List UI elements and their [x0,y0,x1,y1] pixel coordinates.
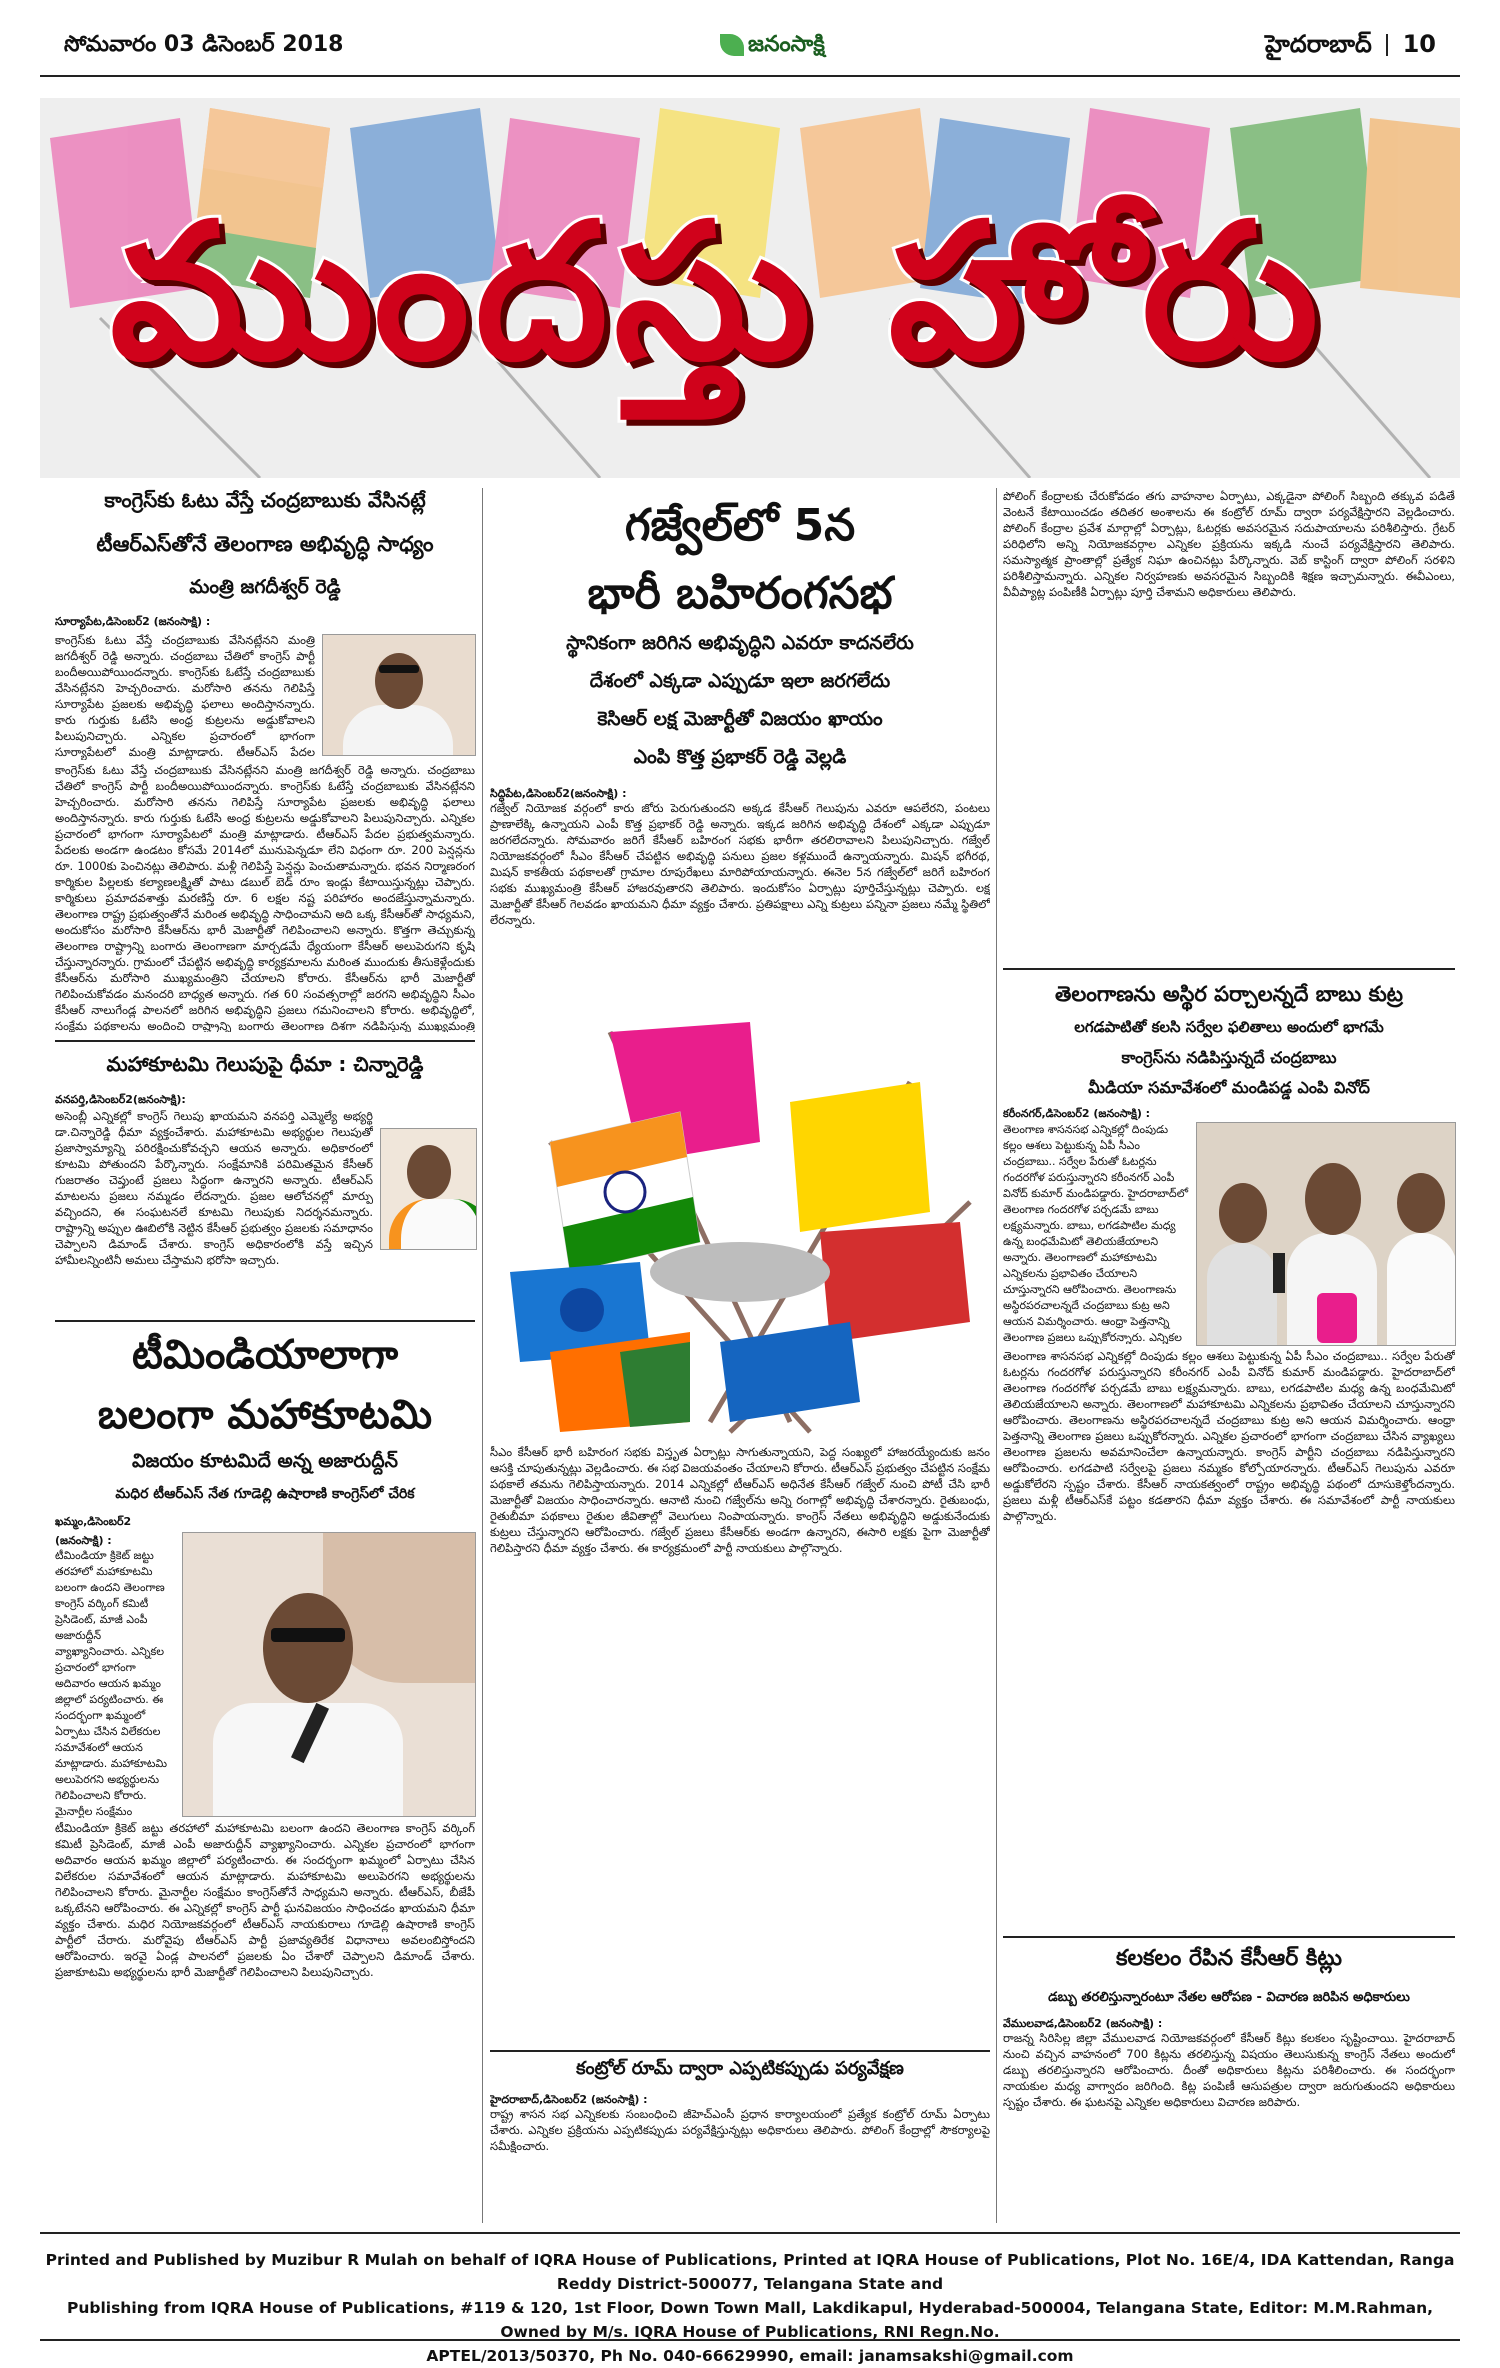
article5-sub-body: రాజన్న సిరిసిల్ల జిల్లా వేములవాడ నియోజకవర్గంలో కేసీఆర్ కిట్లు కలకలం సృష్టించాయి. హైదరాబాద్ నుంచి వచ్చిన వాహనంలో 700 కిట్లను తరలిస్తున్న విషయం తెలుసుకున్న కాంగ్రెస్ నేతలు అందులో డబ్బు తరలిస్తున్నారని ఆరోపించారు. దీంతో అధికారులు కిట్లను పరిశీలించారు. ఈ సందర్భంగా నాయకుల మధ్య వాగ్వాదం జరిగింది. కిట్ల పంపిణీ ఆసుపత్రుల ద్వారా జరుగుతుందని అధికారులు స్పష్టం చేశారు. ఈ ఘటనపై ఎన్నికల అధికారులు విచారణ జరిపారు. [1003,2031,1455,2109]
article2-title: మహాకూటమి గెలుపుపై ధీమా : చిన్నారెడ్డి [106,1052,424,1076]
article3-title-line2: బలంగా మహాకూటమి [97,1392,433,1438]
article1-kicker: కాంగ్రెస్‌కు ఓటు వేస్తే చంద్రబాబుకు వేసినట్లే [104,488,426,512]
article5-sub-deck: డబ్బు తరలిస్తున్నారంటూ నేతల ఆరోపణ - విచారణ జరిపిన అధికారులు [1048,1990,1410,2005]
article1-body-top: కాంగ్రెస్‌కు ఓటు వేస్తే చంద్రబాబుకు వేసినట్లేనని మంత్రి జగదీశ్వర్ రెడ్డి అన్నారు. చంద్రబాబు చేతిలో కాంగ్రెస్ పార్టీ బందీఅయిపోయిందన్నారు. కాంగ్రెస్‌కు ఓటేస్తే చంద్రబాబుకు వేసినట్లేనని హెచ్చరించారు. మరోసారి తనను గెలిపిస్తే సూర్యాపేట ప్రజలకు అభివృద్ధి ఫలాలు అందిస్తానన్నారు. కారు గుర్తుకు ఓటేసి అంధ్ర కుట్రలను అడ్డుకోవాలని పిలుపునిచ్చారు. ఎన్నికల ప్రచారంలో భాగంగా సూర్యాపేటలో మంత్రి మాట్లాడారు. టీఆర్‌ఎస్ పేదల [55,633,315,759]
article1-title: టీఆర్‌ఎస్‌తోనే తెలంగాణ అభివృద్ధి సాధ్యం [96,532,434,556]
article4-body: గజ్వేల్ నియోజక వర్గంలో కారు జోరు పెరుగుతుందని అక్కడ కేసీఆర్ గెలుపును ఎవరూ ఆపలేరని, పంటలు ప్రాణాలేక్కి ఉన్నాయని ఎంపీ కొత్త ప్రభాకర్ రెడ్డి అన్నారు. ఇక్కడ జరిగిన అభివృద్ధి దేశంలో ఎక్కడా ఎప్పుడూ జరగలేదన్నారు. సోమవారం జరిగే కేసీఆర్ బహిరంగ సభకు భారీగా తరలిరావాలని పిలుపునిచ్చారు. గజ్వేల్ నియోజకవర్గంలో సీఎం కేసీఆర్ చేపట్టిన అభివృద్ధి పనులు ప్రజల కళ్లముందే ఉన్నాయన్నారు. మిషన్ భగీరథ, మిషన్ కాకతీయ పథకాలతో గ్రామాల రూపురేఖలు మారిపోయాయన్నారు. ఈనెల 5న గజ్వేల్‌లో జరిగే బహిరంగ సభకు ముఖ్యమంత్రి కేసీఆర్ హాజరవుతారని తెలిపారు. ఇందుకోసం ఏర్పాట్లు పూర్తిచేస్తున్నట్లు చెప్పారు. లక్ష మెజార్టీతో కేసీఆర్ గెలవడం ఖాయమని ధీమా వ్యక్తం చేశారు. ప్రతిపక్షాలు ఎన్ని కుట్రలు పన్నినా ప్రజలు నమ్మే స్థితిలో లేరన్నారు. [490,801,990,927]
article2-dateline: వనపర్తి,డిసెంబర్2(జనంసాక్షి): [55,1093,186,1106]
city-name: హైదరాబాద్ [1264,30,1372,58]
article4-title-line1: గజ్వేల్‌లో 5న [624,500,856,551]
article5-deck3: మీడియా సమావేశంలో మండిపడ్డ ఎంపి వినోద్ [1088,1078,1370,1097]
article4-sub-title: కంట్రోల్ రూమ్ ద్వారా ఎప్పటికప్పుడు పర్యవేక్షణ [576,2058,904,2079]
party-flags-illustration [490,1022,990,1442]
azharuddin-photo [182,1532,476,1817]
article3-subtitle: విజయం కూటమిదే అన్న అజారుద్దీన్ [132,1450,398,1472]
article4-deck4: ఎంపి కొత్త ప్రభాకర్ రెడ్డి వెల్లడి [633,746,847,768]
imprint-line2: Publishing from IQRA House of Publications, #119 & 120, 1st Floor, Down Town Mall, Lakdikapul, Hyderabad-500004, Telangana State, Editor: M.M.Rahman, Owned by M/s. IQRA House of Publications, RNI Regn.No. [66,2299,1434,2341]
article5-title: తెలంగాణను అస్థిర పర్చాలన్నదే బాబు కుట్ర [1054,982,1404,1006]
banner-headline: ముందస్తు హోరు [110,183,1325,402]
article5-deck1: లగడపాటితో కలసి సర్వేల ఫలితాలు అందులో భాగమే [1074,1018,1384,1036]
article5-sub-dateline: వేములవాడ,డిసెంబర్2 (జనంసాక్షి) : [1003,2017,1163,2030]
minister-photo [322,634,476,756]
leaf-icon [720,34,744,56]
article4-body2: సీఎం కేసీఆర్ భారీ బహిరంగ సభకు విస్తృత ఏర్పాట్లు సాగుతున్నాయని, పెద్ద సంఖ్యలో హాజరయ్యేందుకు జనం ఆసక్తి చూపుతున్నట్లు వెల్లడించారు. ఈ సభ విజయవంతం చేయాలని కోరారు. టీఆర్‌ఎస్ ప్రభుత్వం చేపట్టిన సంక్షేమ పథకాలే తమను గెలిపిస్తాయన్నారు. 2014 ఎన్నికల్లో టీఆర్‌ఎస్ అధినేత కేసీఆర్ గజ్వేల్ నుంచి పోటీ చేసి భారీ మెజార్టీతో విజయం సాధించారన్నారు. ఆనాటి నుంచి గజ్వేల్‌ను అన్ని రంగాల్లో అభివృద్ధి చేశారన్నారు. రైతుబంధు, రైతుబీమా పథకాలు రైతుల జీవితాల్లో వెలుగులు నింపాయన్నారు. కాంగ్రెస్ నేతలు అభివృద్ధిని అడ్డుకునేందుకు కుట్రలు చేస్తున్నారని ఆరోపించారు. గజ్వేల్ ప్రజలు కేసీఆర్‌కు అండగా ఉన్నారని, ఈసారి లక్షకు పైగా మెజార్టీతో గెలిపిస్తారని ధీమా వ్యక్తం చేశారు. ఈ కార్యక్రమంలో పార్టీ నాయకులు పాల్గొన్నారు. [490,1445,990,1555]
article4-sub-dateline: హైదరాబాద్,డిసెంబర్2 (జనంసాక్షి) : [490,2093,648,2106]
article1-byline: మంత్రి జగదీశ్వర్ రెడ్డి [189,576,341,598]
article5-body-side: తెలంగాణ శాసనసభ ఎన్నికల్లో దింపుడు కల్లం ఆశలు పెట్టుకున్న ఏపీ సీఎం చంద్రబాబు.. సర్వేల పేరుతో ఓటర్లను గందరగోళ పరుస్తున్నారని కరీంనగర్ ఎంపీ వినోద్ కుమార్ మండిపడ్డారు. హైదరాబాద్‌లో తెలంగాణ గందరగోళ పర్చడమే బాబు లక్ష్యమన్నారు. బాబు, లగడపాటిల మధ్య ఉన్న బంధమేమిటో తెలియజేయాలని అన్నారు. తెలంగాణలో మహాకూటమి ఎన్నికలను ప్రభావితం చేయాలని చూస్తున్నారని ఆరోపించారు. తెలంగాణను అస్థిరపరచాలన్నదే చంద్రబాబు కుట్ర అని ఆయన విమర్శించారు. ఆంధ్రా పెత్తనాన్ని తెలంగాణ ప్రజలు ఒప్పుకోరన్నారు. ఎన్నికల [1003,1123,1189,1344]
logo-text: జనంసాక్షి [748,32,825,57]
chinnareddy-photo [380,1128,477,1250]
article4-deck2: దేశంలో ఎక్కడా ఎప్పుడూ ఇలా జరగలేదు [589,670,891,692]
vinod-press-photo [1196,1122,1456,1346]
article5-continued: పోలింగ్ కేంద్రాలకు చేరుకోవడం తగు వాహనాల ఏర్పాటు, ఎక్కడైనా పోలింగ్ సిబ్బంది తక్కువ పడితే వెంటనే కేటాయించడం తదితర అంశాలను ఈ కంట్రోల్ రూమ్ ద్వారా పర్యవేక్షిస్తారని వెల్లడించారు. పోలింగ్ కేంద్రాల ప్రవేశ మార్గాల్లో ఏర్పాట్లు, ఓటర్లకు అవసరమైన సదుపాయాలను పరిశీలిస్తారు. గ్రేటర్ పరిధిలోని అన్ని నియోజకవర్గాల ఎన్నికల ప్రక్రియను ఇక్కడి నుంచే పర్యవేక్షిస్తారని తెలిపారు. సమస్యాత్మక ప్రాంతాల్లో ప్రత్యేక నిఘా ఉంచినట్లు పేర్కొన్నారు. వెబ్ కాస్టింగ్ ద్వారా పోలింగ్ సరళిని పరిశీలిస్తామన్నారు. ఎన్నికల నిర్వహణకు అవసరమైన సిబ్బందికి శిక్షణ ఇచ్చామన్నారు. ఈవీఎంలు, వీవీప్యాట్ల పంపిణీకి ఏర్పాట్లు పూర్తి చేశామని అధికారులు తెలిపారు. [1003,489,1455,599]
article4-deck3: కెసిఆర్ లక్ష మెజార్టీతో విజయం ఖాయం [597,708,883,730]
article2-body: అసెంబ్లీ ఎన్నికల్లో కాంగ్రెస్ గెలుపు ఖాయమని వనపర్తి ఎమ్మెల్యే అభ్యర్థి డా.చిన్నారెడ్డి ధీమా వ్యక్తంచేశారు. మహాకూటమి అభ్యర్థుల గెలుపుతో ప్రజాస్వామ్యాన్ని పరిరక్షించుకోవచ్చని ఆయన అన్నారు. అధికారంలో కూటమి పోతుందని పేర్కొన్నారు. సంక్షేమానికి పరిమితమైన కేసీఆర్ గుజరాతం చెప్తుంటే ప్రజలు సిద్ధంగా ఉన్నారని అన్నారు. టీఆర్‌ఎస్ మాటలను ప్రజలు నమ్మడం లేదన్నారు. ప్రజల ఆలోచనల్లో మార్పు వచ్చిందని, ఈ సంఘటనలే కూటమి గెలుపుకు నిదర్శనమన్నారు. రాష్ట్రాన్ని అప్పుల ఊబిలోకి నెట్టిన కేసీఆర్ ప్రభుత్వం ప్రజలకు సమాధానం చెప్పాలని డిమాండ్ చేశారు. కాంగ్రెస్ అధికారంలోకి వస్తే ఇచ్చిన హామీలన్నింటినీ అమలు చేస్తామని భరోసా ఇచ్చారు. [55,1109,373,1267]
edition-city [1265,30,1436,64]
article4-dateline: సిద్ధిపేట,డిసెంబర్2(జనంసాక్షి) : [490,787,627,800]
article1-dateline: సూర్యాపేట,డిసెంబర్2 (జనంసాక్షి) : [55,615,211,628]
article4-deck1: స్థానికంగా జరిగిన అభివృద్ధిని ఎవరూ కాదనలేరు [566,632,914,654]
imprint-line1: Printed and Published by Muzibur R Mulah on behalf of IQRA House of Publications, Printed at IQRA House of Publications, Plot No. 16E/4, IDA Kattendan, Ranga Reddy District-500077, Telangana State and [45,2251,1455,2293]
article5-dateline: కరీంనగర్,డిసెంబర్2 (జనంసాక్షి) : [1003,1107,1151,1120]
article3-title-line1: టీమిండియాలాగా [131,1332,399,1378]
article4-title-line2: భారీ బహిరంగసభ [587,568,893,619]
article3-body: టీమిండియా క్రికెట్ జట్టు తరహాలో మహాకూటమి బలంగా ఉందని తెలంగాణ కాంగ్రెస్ వర్కింగ్ కమిటీ ప్రెసిడెంట్, మాజీ ఎంపీ అజారుద్దీన్ వ్యాఖ్యానించారు. ఎన్నికల ప్రచారంలో భాగంగా అదివారం ఆయన ఖమ్మం జిల్లాలో పర్యటించారు. ఈ సందర్భంగా ఖమ్మంలో ఏర్పాటు చేసిన విలేకరుల సమావేశంలో ఆయన మాట్లాడారు. మహాకూటమి అలుపెరగని అభ్యర్థులను గెలిపించాలని కోరారు. మైనార్టీల సంక్షేమం కాంగ్రెస్‌తోనే సాధ్యమని అన్నారు. టీఆర్‌ఎస్, బీజేపీ ఒక్కటేనని ఆరోపించారు. ఈ ఎన్నికల్లో కాంగ్రెస్ పార్టీ ఘనవిజయం సాధించడం ఖాయమని ధీమా వ్యక్తం చేశారు. మధిర నియోజకవర్గంలో టీఆర్‌ఎస్ నాయకురాలు గూడెల్లి ఉషారాణి కాంగ్రెస్ పార్టీలో చేరారు. మరోవైపు టీఆర్‌ఎస్ పార్టీ ప్రజావ్యతిరేక విధానాలు అవలంబిస్తోందని ఆరోపించారు. ఇరవై ఏండ్ల పాలనలో ప్రజలకు ఏం చేశారో చెప్పాలని డిమాండ్ చేశారు. ప్రజాకూటమి అభ్యర్థులను భారీ మెజార్టీతో గెలిపించాలని పిలుపునిచ్చారు. [55,1821,475,1979]
article3-body-side: టీమిండియా క్రికెట్ జట్టు తరహాలో మహాకూటమి బలంగా ఉందని తెలంగాణ కాంగ్రెస్ వర్కింగ్ కమిటీ ప్రెసిడెంట్, మాజీ ఎంపీ అజారుద్దీన్ వ్యాఖ్యానించారు. ఎన్నికల ప్రచారంలో భాగంగా అదివారం ఆయన ఖమ్మం జిల్లాలో పర్యటించారు. ఈ సందర్భంగా ఖమ్మంలో ఏర్పాటు చేసిన విలేకరుల సమావేశంలో ఆయన మాట్లాడారు. మహాకూటమి అలుపెరగని అభ్యర్థులను గెలిపించాలని కోరారు. మైనార్టీల సంక్షేమం [55,1549,168,1818]
page-banner [40,98,1460,478]
page-number: 10 [1402,30,1436,58]
article1-body: కాంగ్రెస్‌కు ఓటు వేస్తే చంద్రబాబుకు వేసినట్లేనని మంత్రి జగదీశ్వర్ రెడ్డి అన్నారు. చంద్రబాబు చేతిలో కాంగ్రెస్ పార్టీ బందీఅయిపోయిందన్నారు. కాంగ్రెస్‌కు ఓటేస్తే చంద్రబాబుకు వేసినట్లేనని హెచ్చరించారు. మరోసారి తనను గెలిపిస్తే సూర్యాపేట ప్రజలకు అభివృద్ధి ఫలాలు అందిస్తానన్నారు. కారు గుర్తుకు ఓటేసి అంధ్ర కుట్రలను అడ్డుకోవాలని పిలుపునిచ్చారు. ఎన్నికల ప్రచారంలో భాగంగా సూర్యాపేటలో మంత్రి మాట్లాడారు. టీఆర్‌ఎస్ పేదల ప్రభుత్వమన్నారు. పేదలకు అండగా ఉండటం కోసమే 2014లో మునుపెన్నడూ లేని విధంగా రూ. 200 పెన్షన్లను రూ. 1000కు పెంచినట్లు తెలిపారు. మళ్లీ గెలిపిస్తే పెన్షన్లు పెంచుతామన్నారు. భవన నిర్మాణరంగ కార్మికుల పిల్లలకు కల్యాణలక్ష్మితో పాటు డబుల్ బెడ్ రూం ఇండ్లు కేటాయిస్తున్నట్లు చెప్పారు. కార్మికులు ప్రమాదవశాత్తు మరణిస్తే రూ. 6 లక్షల నష్ట పరిహారం అందజేస్తున్నామన్నారు. తెలంగాణ రాష్ట్ర ప్రభుత్వంతోనే మరింత అభివృద్ధి సాధించామని అది ఒక్క కేసీఆర్‌తో సాధ్యమని, అందుకోసం మరోసారి కేసీఆర్‌ను భారీ మెజార్టీతో గెలిపించాలని అన్నారు. కొత్తగా తెచ్చుకున్న తెలంగాణ రాష్ట్రాన్ని బంగారు తెలంగాణగా మార్చడమే ధ్యేయంగా కేసీఆర్ అలుపెరుగని కృషి చేస్తున్నారన్నారు. గ్రామంలో చేపట్టిన అభివృద్ధి కార్యక్రమాలను మరింత ముందుకు తీసుకెళ్లేందుకు కేసీఆర్‌ను మరోసారి ముఖ్యమంత్రిని చేయాలని కోరారు. కేసీఆర్‌ను భారీ మెజార్టీతో గెలిపించుకోవడం మనందరి బాధ్యత అన్నారు. గత 60 సంవత్సరాల్లో జరగని అభివృద్ధిని సీఎం కేసీఆర్ నాలుగేండ్ల పాలనలో జరిగిన అభివృద్ధిని ప్రజలు గమనించాలని కోరారు. అభివృద్ధిలో, సంక్షేమ పథకాలను అందించి రాష్ట్రాన్ని బంగారు తెలంగాణ దిశగా నడిపిస్తున్న ముఖ్యమంత్రి [55,763,475,1032]
newspaper-logo [720,26,860,66]
imprint-footer [40,2232,1460,2365]
masthead-bar [40,20,1460,75]
article5-deck2: కాంగ్రెస్‌ను నడిపిస్తున్నదే చంద్రబాబు [1121,1048,1337,1067]
issue-date: సోమవారం 03 డిసెంబర్ 2018 [64,32,344,57]
article5-sub-title: కలకలం రేపిన కేసీఆర్ కిట్లు [1115,1946,1343,1971]
article5-body: తెలంగాణ శాసనసభ ఎన్నికల్లో దింపుడు కల్లం ఆశలు పెట్టుకున్న ఏపీ సీఎం చంద్రబాబు.. సర్వేల పేరుతో ఓటర్లను గందరగోళ పరుస్తున్నారని కరీంనగర్ ఎంపీ వినోద్ కుమార్ మండిపడ్డారు. హైదరాబాద్‌లో తెలంగాణ గందరగోళ పర్చడమే బాబు లక్ష్యమన్నారు. బాబు, లగడపాటిల మధ్య ఉన్న బంధమేమిటో తెలియజేయాలని అన్నారు. తెలంగాణలో మహాకూటమి ఎన్నికలను ప్రభావితం చేయాలని చూస్తున్నారని ఆరోపించారు. తెలంగాణను అస్థిరపరచాలన్నదే చంద్రబాబు కుట్ర అని ఆయన విమర్శించారు. ఆంధ్రా పెత్తనాన్ని తెలంగాణ ప్రజలు ఒప్పుకోరన్నారు. ఎన్నికల ప్రచారంలో భాగంగా చంద్రబాబు చేసిన వ్యాఖ్యలు తెలంగాణ ప్రజలను అవమానించేలా ఉన్నాయన్నారు. కాంగ్రెస్ పార్టీని చంద్రబాబు నడిపిస్తున్నారని ఆరోపించారు. లగడపాటి సర్వేలపై ప్రజలు నమ్మకం కోల్పోయారన్నారు. టీఆర్‌ఎస్ గెలుపును ఎవరూ అడ్డుకోలేరని స్పష్టం చేశారు. కేసీఆర్ నాయకత్వంలో రాష్ట్రం అభివృద్ధి పథంలో దూసుకెళ్తోందన్నారు. ప్రజలు మళ్లీ టీఆర్‌ఎస్‌కే పట్టం కడతారని ధీమా వ్యక్తం చేశారు. ఈ సమావేశంలో పార్టీ నాయకులు పాల్గొన్నారు. [1003,1349,1455,1523]
imprint-line3: APTEL/2013/50370, Ph No. 040-66629990, email: janamsakshi@gmail.com [426,2347,1074,2365]
article3-kicker: మధిర టీఆర్‌ఎస్ నేత గూడెల్లి ఉషారాణి కాంగ్రెస్‌లో చేరిక [115,1486,415,1502]
article3-dateline: ఖమ్మం,డిసెంబర్2 (జనంసాక్షి) : [55,1515,132,1547]
article4-sub-body: రాష్ట్ర శాసన సభ ఎన్నికలకు సంబంధించి జీహెచ్‌ఎంసీ ప్రధాన కార్యాలయంలో ప్రత్యేక కంట్రోల్ రూమ్ ఏర్పాటు చేశారు. ఎన్నికల ప్రక్రియను ఎప్పటికప్పుడు పర్యవేక్షిస్తున్నట్లు అధికారులు తెలిపారు. పోలింగ్ కేంద్రాల్లో సౌకర్యాలపై సమీక్షించారు. [490,2107,990,2153]
